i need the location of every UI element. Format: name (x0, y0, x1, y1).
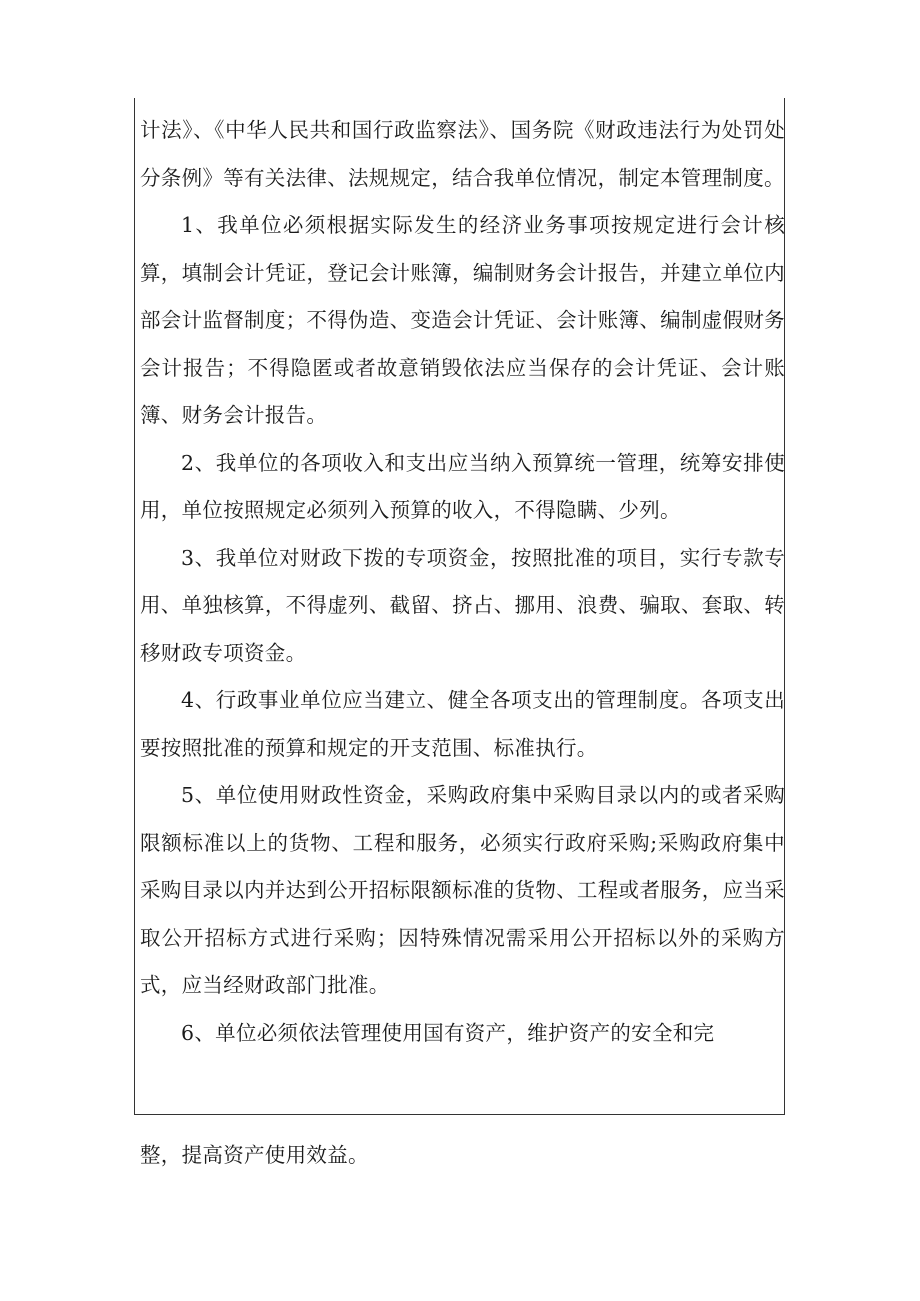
paragraph-continuation (140, 1132, 785, 1180)
paragraph-intro: 计法》、《中华人民共和国行政监察法》、国务院《财政违法行为处罚处分条例》等有关法律、法规规定，结合我单位情况，制定本管理制度。 (140, 118, 785, 190)
paragraph-item-1: 1、我单位必须根据实际发生的经济业务事项按规定进行会计核算，填制会计凭证，登记会计账簿，编制财务会计报告，并建立单位内部会计监督制度；不得伪造、变造会计凭证、会计账簿、编制虚假财务会计报告；不得隐匿或者故意销毁依法应当保存的会计凭证、会计账簿、财务会计报告。 (140, 213, 785, 427)
paragraph-item-5: 5、单位使用财政性资金，采购政府集中采购目录以内的或者采购限额标准以上的货物、工程和服务，必须实行政府采购;采购政府集中采购目录以内并达到公开招标限额标准的货物、工程或者服务，应当采取公开招标方式进行采购；因特殊情况需采用公开招标以外的采购方式，应当经财政部门批准。 (140, 783, 785, 997)
paragraph-item-4: 4、行政事业单位应当建立、健全各项支出的管理制度。各项支出要按照批准的预算和规定的开支范围、标准执行。 (140, 688, 785, 760)
document-body (140, 107, 785, 1057)
paragraph-item-2: 2、我单位的各项收入和支出应当纳入预算统一管理，统筹安排使用，单位按照规定必须列入预算的收入，不得隐瞒、少列。 (140, 450, 785, 522)
paragraph-item-6-continuation: 整，提高资产使用效益。 (140, 1143, 369, 1167)
paragraph-item-3: 3、我单位对财政下拨的专项资金，按照批准的项目，实行专款专用、单独核算，不得虚列、截留、挤占、挪用、浪费、骗取、套取、转移财政专项资金。 (140, 545, 785, 665)
paragraph-item-6: 6、单位必须依法管理使用国有资产，维护资产的安全和完 (181, 1020, 715, 1045)
